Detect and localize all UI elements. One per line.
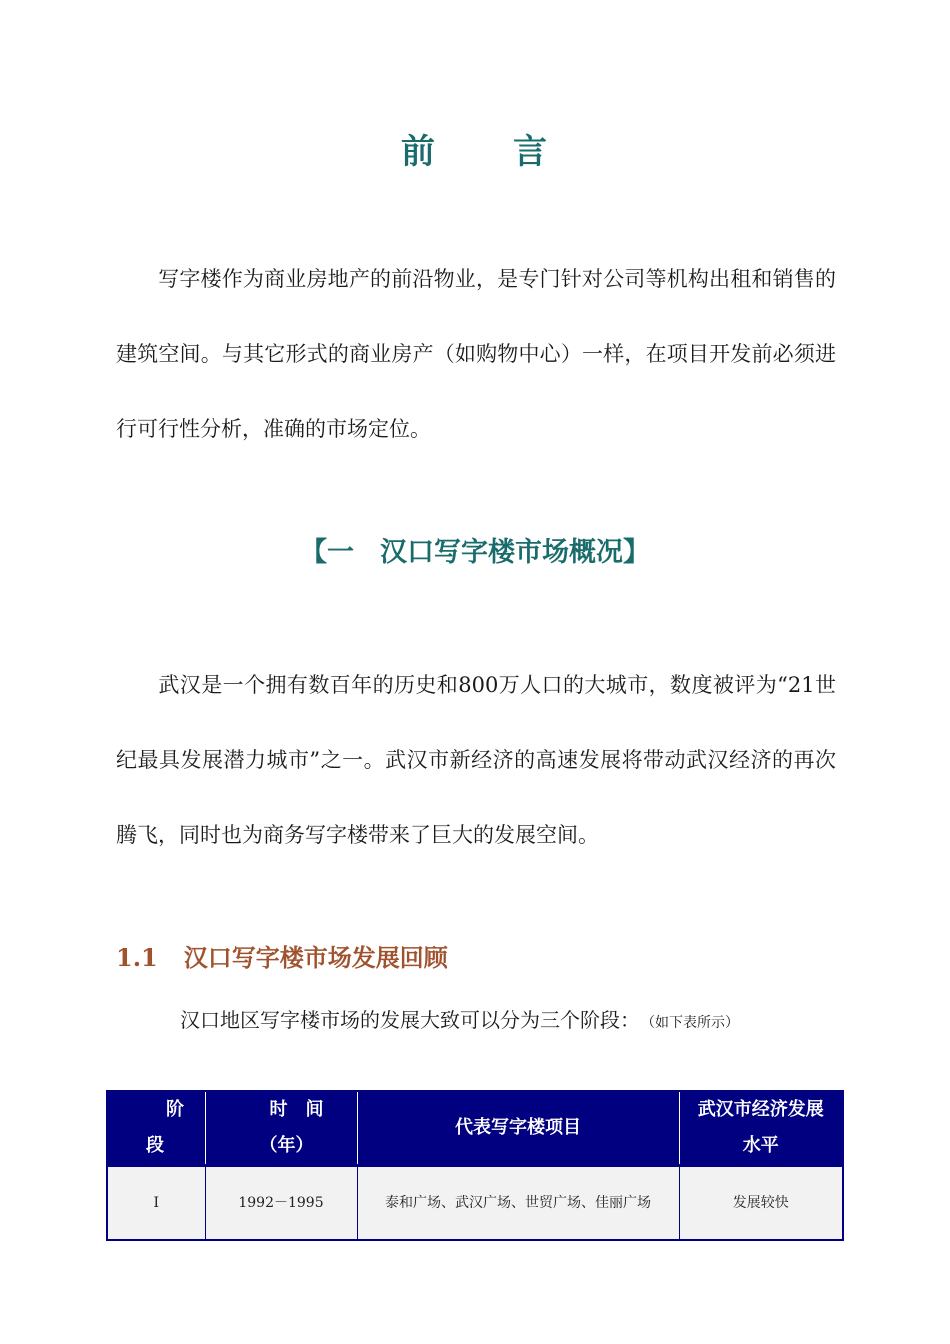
header-projects: [357, 1091, 679, 1166]
section-heading: [0, 530, 950, 569]
header-stage: [107, 1091, 205, 1166]
table-intro-note: （如下表所示）: [648, 1015, 739, 1031]
header-level-line1: 武汉市经济发展: [697, 1099, 824, 1120]
cell-stage: I: [107, 1166, 205, 1241]
header-years-line2: （年）: [259, 1135, 314, 1156]
header-years-line1: 时 间: [269, 1099, 324, 1120]
subsection-heading: [116, 938, 448, 973]
section-text: 武汉是一个拥有数百年的历史和800万人口的大城市，数度被评为“21世纪最具发展潜力城市”之一。武汉市新经济的高速发展将带动武汉经济的再次腾飞，同时也为商务写字楼带来了巨大的发展空间。: [116, 673, 836, 847]
stage-table: [106, 1090, 844, 1241]
cell-level: 发展较快: [679, 1166, 843, 1241]
title-char-1: 前: [401, 132, 437, 172]
table-row: [107, 1166, 843, 1241]
header-stage-line2: 段: [146, 1135, 164, 1156]
table-intro: [180, 1004, 880, 1033]
section-title: 汉口写字楼市场概况: [380, 537, 623, 568]
section-bracket-open: 【: [300, 537, 327, 568]
cell-projects: 泰和广场、武汉广场、世贸广场、佳丽广场: [357, 1166, 679, 1241]
section-number: 一: [327, 537, 354, 568]
header-years: [205, 1091, 357, 1166]
header-level: [679, 1091, 843, 1166]
section-paragraph: [116, 648, 836, 873]
header-stage-line1: 阶: [166, 1099, 184, 1120]
preface-text: 写字楼作为商业房地产的前沿物业，是专门针对公司等机构出租和销售的建筑空间。与其它形式的商业房产（如购物中心）一样，在项目开发前必须进行可行性分析，准确的市场定位。: [116, 267, 836, 441]
table-header-row: [107, 1091, 843, 1166]
subsection-title: 汉口写字楼市场发展回顾: [183, 943, 448, 972]
section-bracket-close: 】: [623, 537, 650, 568]
header-level-line2: 水平: [742, 1135, 779, 1156]
subsection-number: 1.1: [116, 943, 158, 972]
title-char-2: 言: [513, 132, 549, 172]
table-intro-text: 汉口地区写字楼市场的发展大致可以分为三个阶段：: [180, 1008, 640, 1032]
header-projects-line1: 代表写字楼项目: [455, 1117, 581, 1138]
preface-paragraph: [116, 242, 836, 467]
cell-years: 1992－1995: [205, 1166, 357, 1241]
page-title: [0, 124, 950, 173]
